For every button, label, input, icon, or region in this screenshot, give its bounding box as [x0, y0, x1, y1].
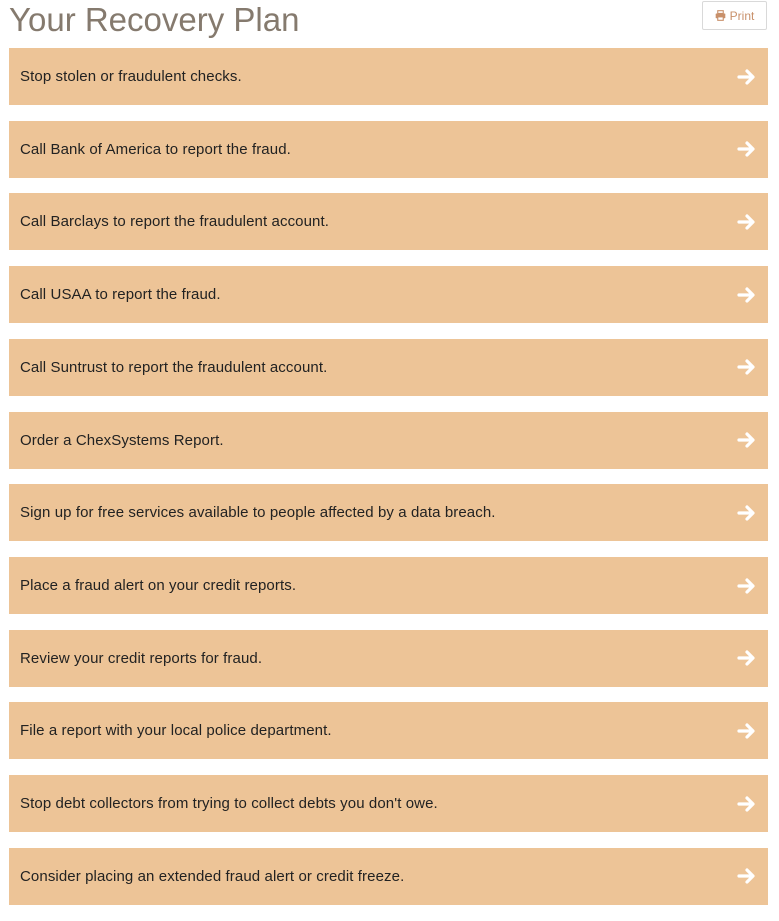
- plan-item-label: Call Suntrust to report the fraudulent account.: [20, 358, 328, 376]
- plan-item-label: Stop debt collectors from trying to collect debts you don't owe.: [20, 795, 438, 813]
- plan-item-label: Consider placing an extended fraud alert or credit freeze.: [20, 867, 405, 885]
- plan-item-label: Stop stolen or fraudulent checks.: [20, 68, 242, 85]
- plan-item-label: Call Bank of America to report the fraud.: [20, 140, 291, 158]
- arrow-right-icon: [737, 866, 757, 886]
- print-button[interactable]: [702, 1, 767, 30]
- arrow-right-icon: [737, 67, 757, 87]
- plan-item-label: Sign up for free services available to people affected by a data breach.: [20, 504, 496, 522]
- plan-item-label: Call USAA to report the fraud.: [20, 286, 221, 304]
- plan-item[interactable]: [9, 484, 768, 541]
- plan-item[interactable]: [9, 702, 768, 759]
- plan-item[interactable]: [9, 266, 768, 323]
- plan-item-label: Review your credit reports for fraud.: [20, 649, 263, 667]
- arrow-right-icon: [737, 285, 757, 305]
- plan-item[interactable]: [9, 630, 768, 687]
- recovery-plan-list: [9, 48, 768, 921]
- plan-item[interactable]: [9, 339, 768, 396]
- print-label: Print: [729, 8, 755, 23]
- plan-item[interactable]: [9, 193, 768, 250]
- plan-item[interactable]: [9, 775, 768, 832]
- plan-item-label: Call Barclays to report the fraudulent account.: [20, 213, 330, 231]
- plan-item[interactable]: [9, 48, 768, 105]
- plan-item-label: Order a ChexSystems Report.: [20, 431, 224, 449]
- arrow-right-icon: [737, 648, 757, 668]
- plan-item-label: File a report with your local police department.: [20, 722, 332, 740]
- arrow-right-icon: [737, 357, 757, 377]
- arrow-right-icon: [737, 139, 757, 159]
- plan-item[interactable]: [9, 121, 768, 178]
- plan-item[interactable]: [9, 412, 768, 469]
- arrow-right-icon: [737, 430, 757, 450]
- printer-icon: [715, 10, 726, 21]
- arrow-right-icon: [737, 576, 757, 596]
- plan-item-label: Place a fraud alert on your credit reports.: [20, 577, 297, 595]
- plan-item[interactable]: [9, 848, 768, 905]
- arrow-right-icon: [737, 721, 757, 741]
- plan-item[interactable]: [9, 557, 768, 614]
- arrow-right-icon: [737, 212, 757, 232]
- arrow-right-icon: [737, 503, 757, 523]
- arrow-right-icon: [737, 794, 757, 814]
- page-title: Your Recovery Plan: [9, 1, 300, 38]
